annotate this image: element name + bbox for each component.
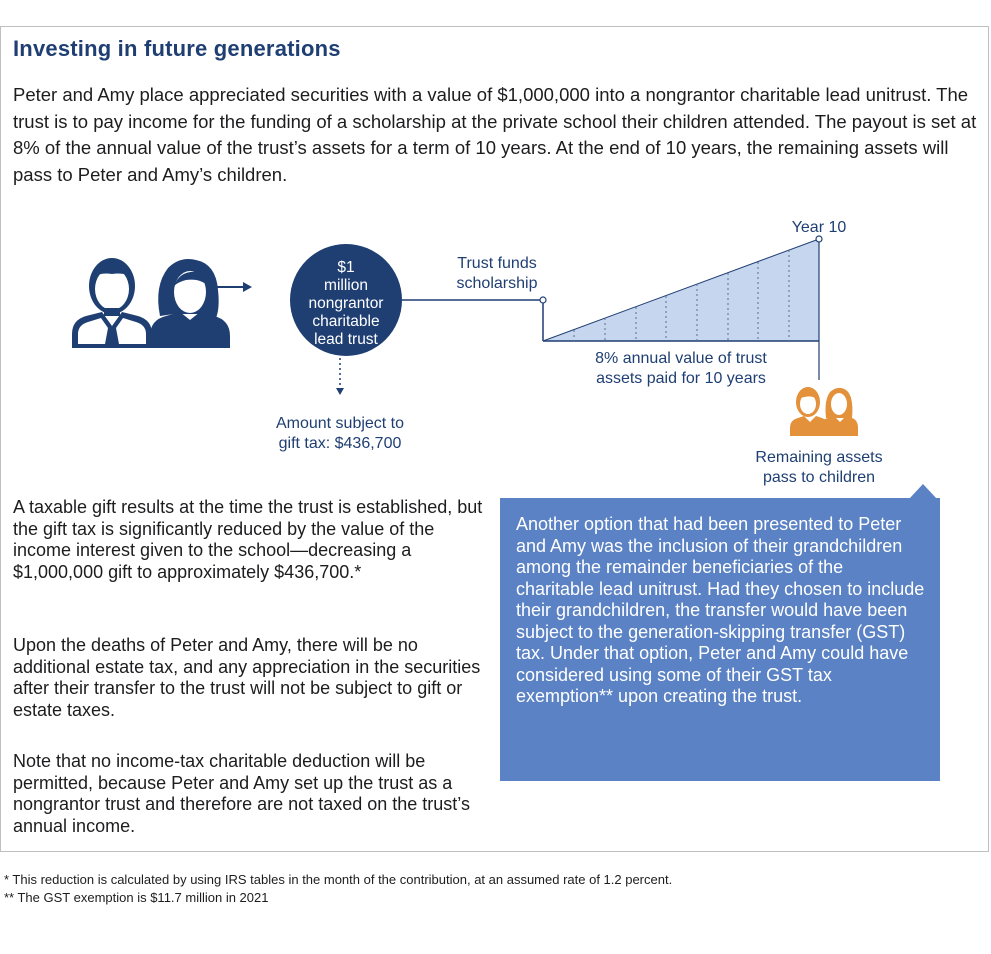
woman-icon bbox=[150, 259, 230, 348]
children-label: Remaining assets bbox=[755, 449, 883, 466]
gift-tax-arrow bbox=[336, 358, 344, 395]
children-icon bbox=[790, 387, 858, 436]
trust-circle-line: charitable bbox=[312, 313, 380, 330]
man-icon bbox=[72, 258, 152, 348]
estate-tax-paragraph: Upon the deaths of Peter and Amy, there will be no additional estate tax, and any appreciation in the securities after their transfer to the trust will not be subject to gift or estate taxes. bbox=[13, 635, 481, 720]
footnote: * This reduction is calculated by using IRS tables in the month of the contribution, at an assumed rate of 1.2 percent. bbox=[4, 872, 673, 887]
gst-callout-text: Another option that had been presented to Peter and Amy was the inclusion of their grandchildren among the remainder beneficiaries of the charitable lead unitrust. Had they chosen to include their grandchildren, the transfer would have been subject to the generation-skipping transfer (GST) tax. Under that option, Peter and Amy could have considered using some of their GST tax exemption** upon creating the trust. bbox=[516, 514, 925, 706]
trust-circle-line: $1 bbox=[337, 259, 355, 276]
trust-circle-line: nongrantor bbox=[308, 295, 384, 312]
gst-callout-box bbox=[500, 498, 940, 781]
page-title: Investing in future generations bbox=[13, 36, 341, 61]
payout-label: 8% annual value of trust bbox=[595, 350, 767, 367]
gift-tax-label: gift tax: $436,700 bbox=[278, 435, 402, 452]
deduction-paragraph: Note that no income-tax charitable deduction will be permitted, because Peter and Amy set up the trust as a nongrantor trust and therefore are not taxed on the trust’s annual income. bbox=[13, 751, 470, 836]
trust-circle bbox=[290, 244, 402, 356]
contribution-arrow bbox=[217, 282, 252, 292]
trust-diagram bbox=[0, 200, 991, 500]
footnote: ** The GST exemption is $11.7 million in 2021 bbox=[4, 890, 269, 905]
gift-tax-paragraph: A taxable gift results at the time the trust is established, but the gift tax is significantly reduced by the value of the income interest given to the school—decreasing a $1,000,000 gift to approximately $436,700.* bbox=[13, 497, 483, 582]
payout-label: assets paid for 10 years bbox=[596, 370, 766, 387]
intro-paragraph: Peter and Amy place appreciated securities with a value of $1,000,000 into a nongrantor charitable lead unitrust. The trust is to pay income for the funding of a scholarship at the private school their children attended. The payout is set at 8% of the annual value of the trust’s assets for a term of 10 years. At the end of 10 years, the remaining assets will pass to Peter and Amy’s children. bbox=[13, 84, 977, 185]
scholarship-label: scholarship bbox=[456, 275, 538, 292]
gift-tax-label: Amount subject to bbox=[275, 415, 405, 432]
children-label: pass to children bbox=[762, 469, 876, 486]
trust-circle-line: lead trust bbox=[314, 331, 378, 348]
year-10-label: Year 10 bbox=[791, 219, 847, 236]
scholarship-label: Trust funds bbox=[457, 255, 537, 272]
callout-pointer bbox=[909, 484, 937, 499]
trust-circle-line: million bbox=[324, 277, 368, 294]
